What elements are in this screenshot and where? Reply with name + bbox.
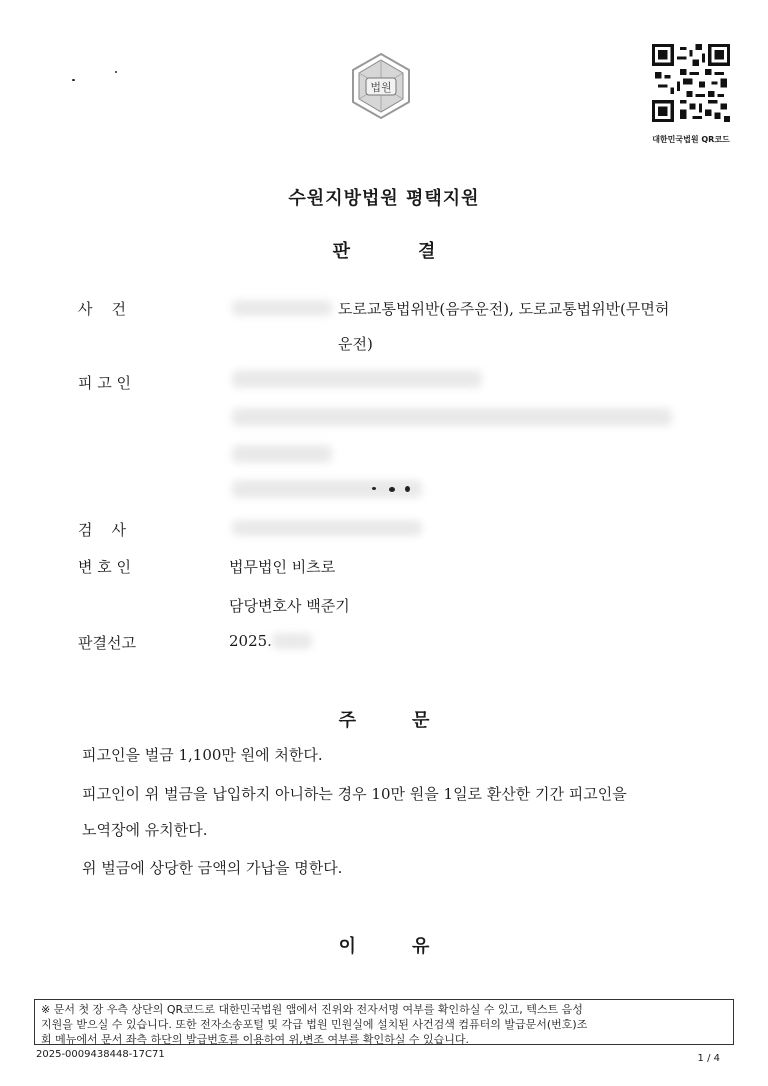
title-char: 결 [418, 241, 436, 262]
issue-number: 2025-0009438448-17C71 [36, 1049, 165, 1060]
case-value-cont: 운전) [338, 335, 373, 353]
notice-line: 지원을 받으실 수 있습니다. 또한 전자소송포털 및 각급 법원 민원실에 설치된 사건검색 컴퓨터의 발급문서(번호)조 [41, 1018, 588, 1031]
verdict-date-label: 판결선고 [78, 634, 136, 652]
counsel-firm: 법무법인 비츠로 [229, 558, 336, 576]
order-heading [0, 706, 768, 732]
notice-line: ※ 문서 첫 장 우측 상단의 QR코드로 대한민국법원 앱에서 진위와 전자서명 여부를 확인하실 수 있고, 텍스트 음성 [41, 1003, 583, 1016]
order-line-2: 피고인이 위 벌금을 납입하지 아니하는 경우 10만 원을 1일로 환산한 기간 피고인을 [82, 785, 627, 803]
court-name: 수원지방법원 평택지원 [288, 188, 480, 209]
prosecutor-label: 검 사 [78, 521, 127, 539]
heading-char: 주 [338, 710, 356, 731]
verification-notice [34, 999, 734, 1045]
defendant-label: 피 고 인 [78, 374, 132, 392]
verdict-date-value: 2025. [229, 632, 272, 650]
case-label: 사 건 [78, 300, 127, 318]
case-value: 도로교통법위반(음주운전), 도로교통법위반(무면허 [338, 300, 670, 318]
reason-heading [0, 932, 768, 958]
qr-caption: 대한민국법원 QR코드 [652, 135, 730, 144]
qr-code-icon[interactable] [652, 44, 730, 122]
counsel-lawyer: 담당변호사 백준기 [229, 597, 350, 615]
document-title [0, 237, 768, 263]
heading-char: 이 [338, 936, 356, 957]
heading-char: 유 [412, 936, 430, 957]
title-char: 판 [332, 241, 350, 262]
heading-char: 문 [412, 710, 430, 731]
page-number: 1 / 4 [697, 1053, 720, 1064]
notice-line: 회 메뉴에서 문서 좌측 하단의 발급번호를 이용하여 위,변조 여부를 확인하실 수 있습니다. [41, 1033, 469, 1046]
court-emblem-text: 법원 [370, 81, 392, 94]
order-line-4: 위 벌금에 상당한 금액의 가납을 명한다. [82, 859, 343, 877]
order-line-1: 피고인을 벌금 1,100만 원에 처한다. [82, 746, 323, 764]
counsel-label: 변 호 인 [78, 558, 132, 576]
order-line-3: 노역장에 유치한다. [82, 821, 208, 839]
